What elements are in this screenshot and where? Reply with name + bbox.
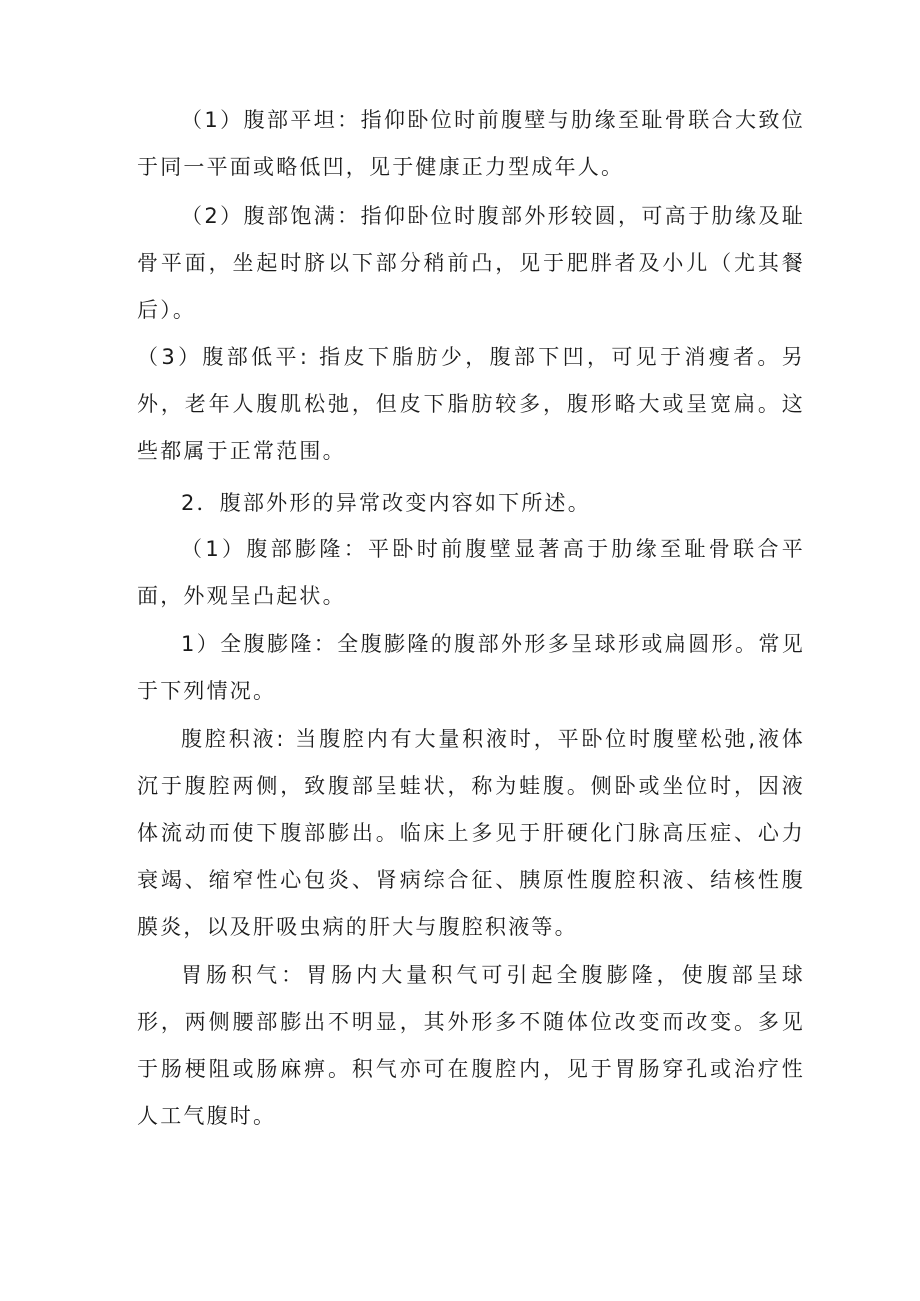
paragraph-ascites: 腹腔积液: 当腹腔内有大量积液时，平卧位时腹壁松弛,液体沉于腹腔两侧，致腹部呈蛙状，称为蛙腹。侧卧或坐位时，因液体流动而使下腹部膨出。临床上多见于肝硬化门脉高压症、心力衰竭、缩窄性心包炎、肾病综合征、胰原性腹腔积液、结核性腹膜炎，以及肝吸虫病的肝大与腹腔积液等。 bbox=[137, 727, 805, 939]
paragraph-abdomen-low-flat: （3）腹部低平: 指皮下脂肪少，腹部下凹，可见于消瘦者。另外，老年人腹肌松弛，但皮下脂肪较多，腹形略大或呈宽扁。这些都属于正常范围。 bbox=[137, 345, 805, 463]
paragraph-general-distension: 1）全腹膨隆：全腹膨隆的腹部外形多呈球形或扁圆形。常见于下列情况。 bbox=[137, 632, 805, 703]
paragraph-abnormal-changes-heading: 2．腹部外形的异常改变内容如下所述。 bbox=[181, 491, 591, 515]
paragraph-abdomen-full: （2）腹部饱满：指仰卧位时腹部外形较圆，可高于肋缘及耻骨平面，坐起时脐以下部分稍前凸，见于肥胖者及小儿（尤其餐后）。 bbox=[137, 204, 805, 322]
paragraph-abdominal-distension: （1）腹部膨隆：平卧时前腹壁显著高于肋缘至耻骨联合平面，外观呈凸起状。 bbox=[137, 537, 805, 608]
paragraph-gastrointestinal-gas: 胃肠积气：胃肠内大量积气可引起全腹膨隆，使腹部呈球形，两侧腰部膨出不明显，其外形多不随体位改变而改变。多见于肠梗阻或肠麻痹。积气亦可在腹腔内，见于胃肠穿孔或治疗性人工气腹时。 bbox=[137, 963, 805, 1128]
paragraph-abdomen-flat: （1）腹部平坦：指仰卧位时前腹壁与肋缘至耻骨联合大致位于同一平面或略低凹，见于健康正力型成年人。 bbox=[137, 108, 805, 179]
